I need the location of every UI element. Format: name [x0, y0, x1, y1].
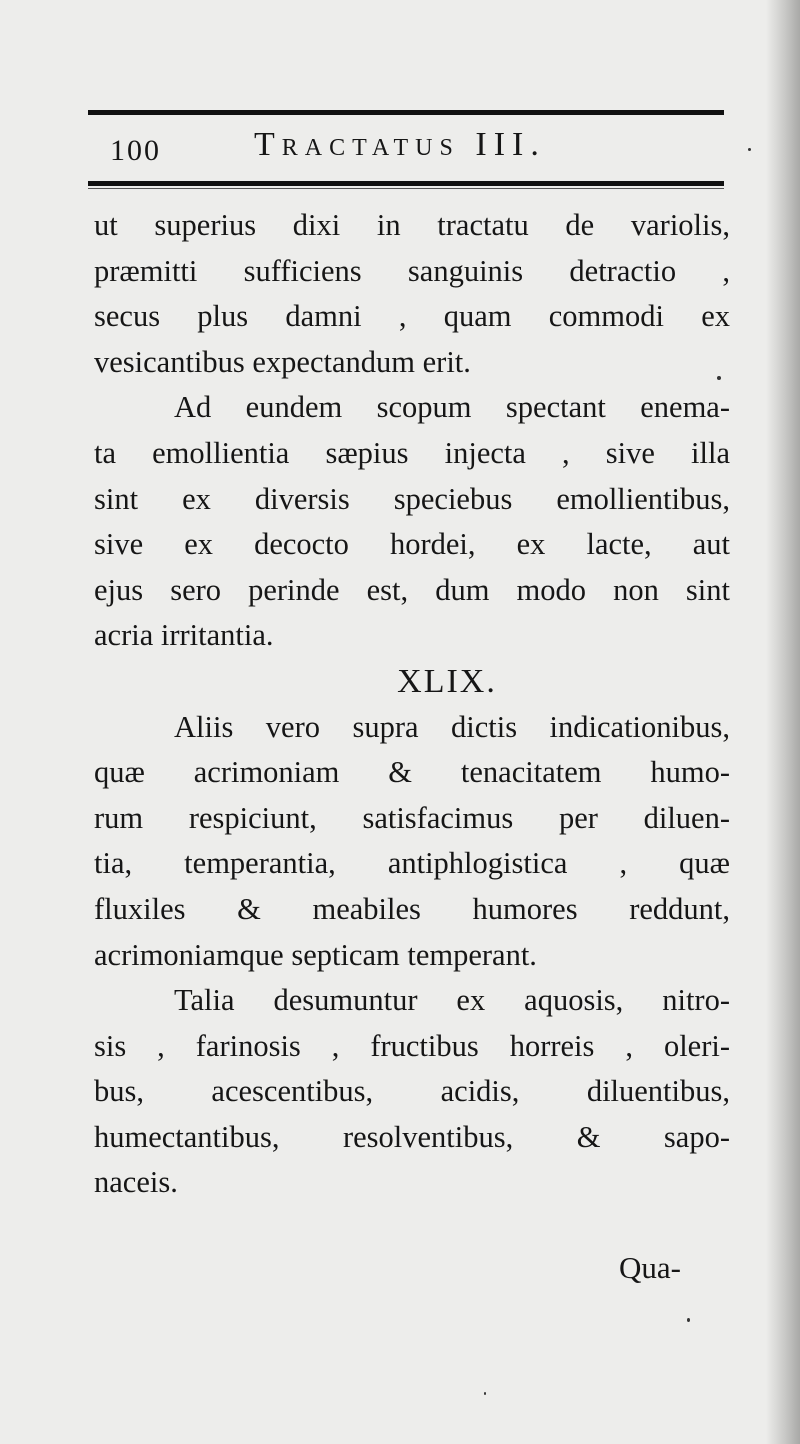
ink-speck: [484, 1392, 486, 1395]
body-text: [94, 203, 730, 1206]
text-line: acrimoniamque septicam temperant.: [94, 937, 537, 972]
header-rule-top: [88, 110, 724, 115]
running-header: [110, 126, 710, 170]
text-line: præmitti sufficiens sanguinis detractio ,: [94, 253, 730, 288]
text-line: sis , farinosis , fructibus horreis , oleri-: [94, 1028, 730, 1063]
text-line: Ad eundem scopum spectant enema-: [174, 390, 730, 425]
text-line: tia, temperantia, antiphlogistica , quæ: [94, 846, 730, 881]
text-line: acria irritantia.: [94, 618, 274, 653]
ink-speck: [717, 376, 721, 380]
header-rule-bottom: [88, 181, 724, 186]
page-edge-shadow: [766, 0, 800, 1444]
header-rule-hairline: [88, 188, 724, 189]
text-line: bus, acescentibus, acidis, diluentibus,: [94, 1074, 730, 1109]
text-line: vesicantibus expectandum erit.: [94, 344, 471, 379]
text-line: secus plus damni , quam commodi ex: [94, 299, 730, 334]
text-line: quæ acrimoniam & tenacitatem humo-: [94, 755, 730, 790]
ink-speck: [687, 1318, 690, 1322]
ink-speck: [748, 148, 751, 151]
running-title: Tractatus III.: [254, 126, 546, 163]
section-heading: XLIX.: [397, 662, 497, 700]
text-line: ejus sero perinde est, dum modo non sint: [94, 572, 730, 607]
text-line: fluxiles & meabiles humores reddunt,: [94, 891, 730, 926]
text-line: ut superius dixi in tractatu de variolis,: [94, 208, 730, 242]
text-line: rum respiciunt, satisfacimus per diluen-: [94, 800, 730, 835]
text-line: ta emollientia sæpius injecta , sive illa: [94, 435, 730, 470]
text-line: naceis.: [94, 1165, 178, 1200]
catchword: Qua-: [619, 1250, 681, 1285]
text-line: Aliis vero supra dictis indicationibus,: [174, 709, 730, 744]
text-line: humectantibus, resolventibus, & sapo-: [94, 1119, 730, 1154]
text-line: sint ex diversis speciebus emollientibus,: [94, 481, 730, 516]
text-line: sive ex decocto hordei, ex lacte, aut: [94, 527, 730, 562]
page-number: 100: [110, 134, 161, 167]
text-line: Talia desumuntur ex aquosis, nitro-: [174, 983, 730, 1018]
